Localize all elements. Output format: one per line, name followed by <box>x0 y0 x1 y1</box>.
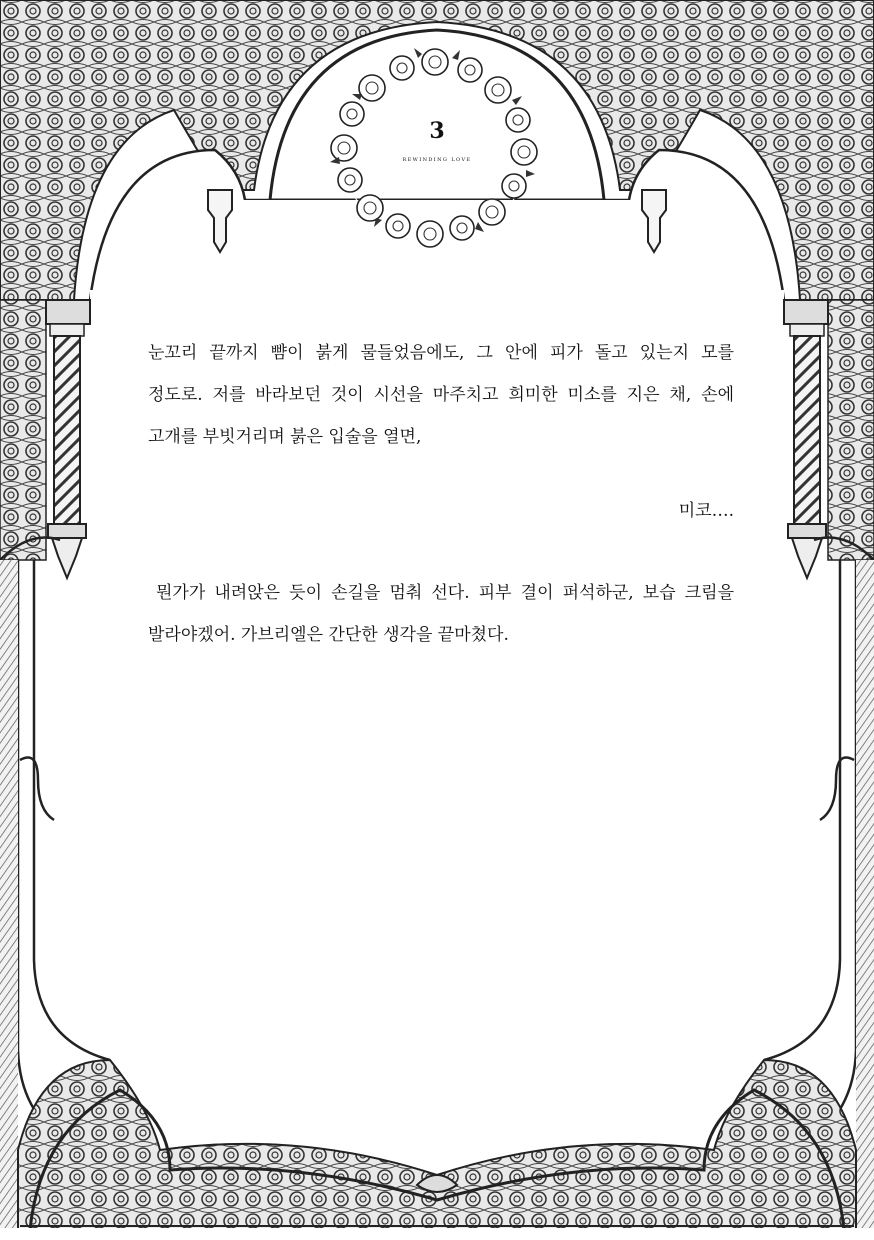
chapter-subtitle: REWINDING LOVE <box>402 157 472 163</box>
paragraph-3 <box>148 572 734 656</box>
rose-wreath-icon <box>0 0 874 300</box>
paragraph-1 <box>148 332 734 458</box>
text-line: 뭔가가 내려앉은 듯이 손길을 멈춰 선다. 피부 결이 퍼석하군, 보습 크림을 <box>156 583 734 603</box>
text-line: 발라야겠어. 가브리엘은 간단한 생각을 끝마쳤다. <box>148 625 509 645</box>
text-line: 눈꼬리 끝까지 뺨이 붉게 물들었음에도, 그 안에 피가 돌고 있는지 모를 <box>148 343 734 363</box>
chapter-number: 3 <box>429 118 445 144</box>
text-line: 정도로. 저를 바라보던 것이 시선을 마주치고 희미한 미소를 지은 채, 손에 <box>148 385 734 405</box>
text-line: 고개를 부빗거리며 붉은 입술을 열면, <box>148 427 422 447</box>
paragraph-2 <box>148 490 734 532</box>
text-line: 미코…. <box>678 501 734 521</box>
